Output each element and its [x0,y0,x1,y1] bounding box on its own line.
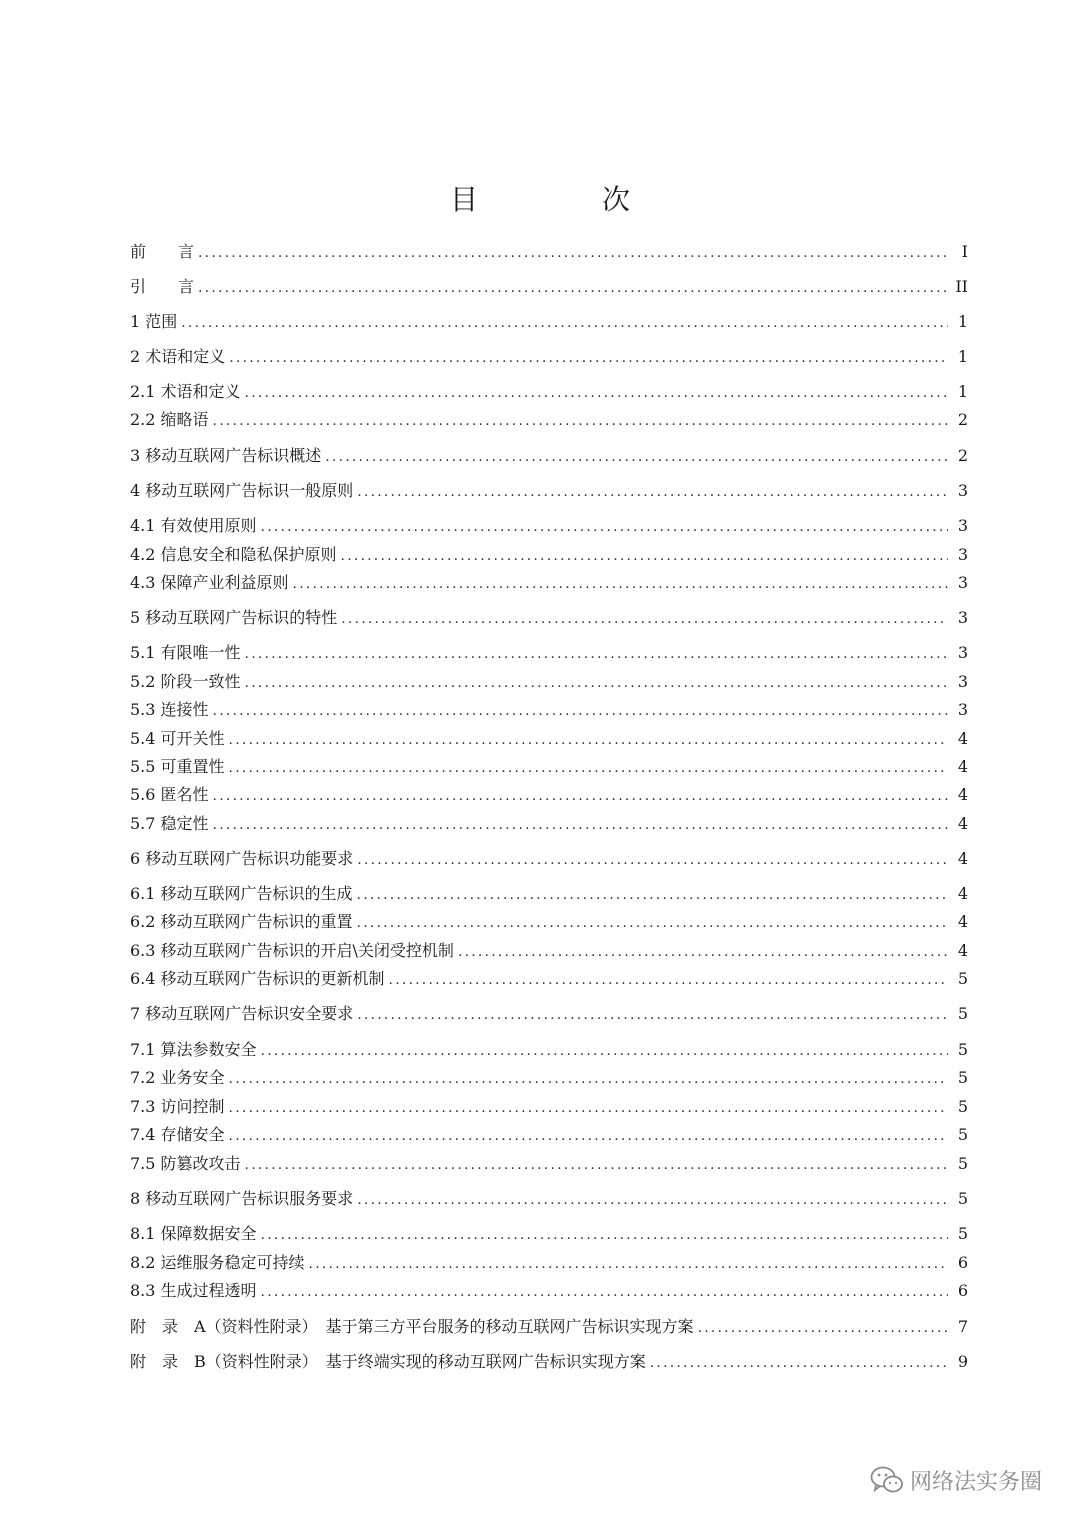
toc-entry-label: 4 移动互联网广告标识一般原则 [130,481,354,500]
toc-entry[interactable] [130,543,968,567]
toc-entry-label: 5.5 可重置性 [130,757,225,776]
toc-entry-page: 4 [957,912,968,931]
toc-entry[interactable] [130,727,968,751]
toc-entry[interactable] [130,1002,968,1026]
toc-entry-label: 5.3 连接性 [130,700,209,719]
toc-entry-label: 5.1 有限唯一性 [130,643,241,662]
toc-entry[interactable] [130,1315,968,1339]
toc-entry-label: 5.7 稳定性 [130,814,209,833]
toc-entry-label: 6.4 移动互联网广告标识的更新机制 [130,969,385,988]
wechat-icon [870,1465,904,1495]
toc-entry[interactable] [130,783,968,807]
toc-leader-dots [357,911,948,935]
toc-entry-page: 5 [957,1004,968,1023]
toc-entry-label: 前 言 [130,242,195,261]
toc-entry-label: 2.2 缩略语 [130,410,209,429]
toc-entry-page: 4 [957,729,968,748]
toc-leader-dots [198,241,948,265]
toc-leader-dots [261,1039,948,1063]
toc-entry-page: 3 [957,573,968,592]
toc-entry[interactable] [130,1123,968,1147]
toc-entry-page: 6 [957,1281,968,1300]
toc-leader-dots [229,1096,948,1120]
toc-entry-page: 4 [957,849,968,868]
toc-entry[interactable] [130,939,968,963]
toc-leader-dots [357,848,948,872]
toc-entry-label: 7.5 防篡改攻击 [130,1154,241,1173]
toc-leader-dots [245,671,948,695]
toc-entry-page: 5 [957,1189,968,1208]
toc-leader-dots [458,940,948,964]
toc-leader-dots [245,381,948,405]
toc-entry-label: 7.2 业务安全 [130,1068,225,1087]
toc-entry[interactable] [130,514,968,538]
toc-leader-dots [229,1124,948,1148]
toc-entry[interactable] [130,755,968,779]
toc-leader-dots [213,699,948,723]
toc-entry-page: 9 [957,1352,968,1371]
toc-leader-dots [357,480,948,504]
toc-entry-page: 5 [957,1097,968,1116]
toc-entry-label: 6.2 移动互联网广告标识的重置 [130,912,353,931]
toc-entry-page: 3 [957,608,968,627]
toc-entry-label: 7.4 存储安全 [130,1125,225,1144]
toc-entry-label: 8.1 保障数据安全 [130,1224,257,1243]
toc-entry-label: 5.2 阶段一致性 [130,672,241,691]
toc-entry[interactable] [130,1350,968,1374]
toc-entry-label: 8.3 生成过程透明 [130,1281,257,1300]
toc-leader-dots [261,515,948,539]
toc-leader-dots [389,968,948,992]
toc-entry-label: 8 移动互联网广告标识服务要求 [130,1189,354,1208]
toc-entry-page: 4 [957,814,968,833]
toc-entry-page: 4 [957,785,968,804]
toc-entry[interactable] [130,479,968,503]
toc-entry-page: 2 [957,446,968,465]
toc-entry[interactable] [130,444,968,468]
toc-entry-label: 1 范围 [130,312,178,331]
toc-entry[interactable] [130,275,968,299]
toc-entry[interactable] [130,310,968,334]
page-title: 目 次 [449,183,678,216]
toc-entry-page: 5 [957,1068,968,1087]
toc-entry-label: 4.3 保障产业利益原则 [130,573,289,592]
toc-entry-label: 3 移动互联网广告标识概述 [130,446,322,465]
toc-entry-label: 引 言 [130,277,195,296]
toc-entry-label: 附 录 A（资料性附录） 基于第三方平台服务的移动互联网广告标识实现方案 [130,1317,694,1336]
toc-entry[interactable] [130,698,968,722]
toc-entry-page: 3 [957,516,968,535]
toc-entry[interactable] [130,408,968,432]
toc-entry-page: 5 [957,1125,968,1144]
toc-entry-label: 5.4 可开关性 [130,729,225,748]
toc-entry[interactable] [130,1038,968,1062]
toc-entry-label: 8.2 运维服务稳定可持续 [130,1253,305,1272]
toc-entry-label: 7 移动互联网广告标识安全要求 [130,1004,354,1023]
toc-entry[interactable] [130,641,968,665]
toc-leader-dots [357,1188,948,1212]
toc-entry-page: 5 [957,1224,968,1243]
toc-leader-dots [229,346,948,370]
toc-entry[interactable] [130,882,968,906]
toc-leader-dots [261,1280,948,1304]
toc-leader-dots [357,1003,948,1027]
toc-leader-dots [341,607,948,631]
toc-entry-page: II [955,277,968,296]
toc-leader-dots [213,813,948,837]
watermark-text: 网络法实务圈 [909,1469,1042,1495]
toc-leader-dots [213,784,948,808]
toc-leader-dots [229,756,948,780]
toc-entry-label: 6.3 移动互联网广告标识的开启\关闭受控机制 [130,941,454,960]
toc-entry-label: 4.1 有效使用原则 [130,516,257,535]
watermark [870,1462,1042,1498]
toc-entry[interactable] [130,1066,968,1090]
toc-leader-dots [213,409,948,433]
toc-entry-label: 2 术语和定义 [130,347,226,366]
toc-entry-label: 6.1 移动互联网广告标识的生成 [130,884,353,903]
toc-leader-dots [198,276,948,300]
toc-entry-label: 4.2 信息安全和隐私保护原则 [130,545,337,564]
toc-leader-dots [650,1351,948,1375]
toc-entry-page: 3 [957,643,968,662]
toc-leader-dots [325,445,948,469]
toc-leader-dots [229,728,948,752]
toc-entry[interactable] [130,345,968,369]
toc-leader-dots [261,1223,948,1247]
toc-entry[interactable] [130,380,968,404]
toc-entry-page: 4 [957,941,968,960]
toc-entry-page: 3 [957,700,968,719]
toc-entry-page: 3 [957,672,968,691]
toc-entry-label: 2.1 术语和定义 [130,382,241,401]
toc-entry[interactable] [130,1152,968,1176]
toc-entry-page: 5 [957,1040,968,1059]
toc-entry[interactable] [130,571,968,595]
toc-entry-page: 1 [957,347,968,366]
toc-entry-page: I [961,242,968,261]
toc-entry[interactable] [130,1187,968,1211]
toc-entry-page: 5 [957,969,968,988]
toc-leader-dots [309,1252,948,1276]
toc-entry[interactable] [130,1279,968,1303]
toc-entry-label: 5.6 匿名性 [130,785,209,804]
toc-entry[interactable] [130,240,968,264]
toc-leader-dots [293,572,948,596]
toc-leader-dots [245,1153,948,1177]
toc-entry-page: 6 [957,1253,968,1272]
toc-leader-dots [357,883,948,907]
toc-entry-page: 3 [957,545,968,564]
toc-entry-page: 1 [957,382,968,401]
toc-entry-page: 1 [957,312,968,331]
toc-entry-page: 4 [957,757,968,776]
toc-entry[interactable] [130,670,968,694]
toc-entry[interactable] [130,1251,968,1275]
toc-entry-label: 6 移动互联网广告标识功能要求 [130,849,354,868]
toc-entry[interactable] [130,606,968,630]
toc-entry-page: 5 [957,1154,968,1173]
toc-leader-dots [698,1316,948,1340]
toc-entry-label: 5 移动互联网广告标识的特性 [130,608,338,627]
toc-leader-dots [245,642,948,666]
toc-leader-dots [341,544,948,568]
toc-entry-page: 3 [957,481,968,500]
toc-entry[interactable] [130,1095,968,1119]
toc-entry[interactable] [130,910,968,934]
toc-entry-page: 4 [957,884,968,903]
toc-entry-label: 7.3 访问控制 [130,1097,225,1116]
toc-entry[interactable] [130,1222,968,1246]
toc-entry-label: 7.1 算法参数安全 [130,1040,257,1059]
toc-entry-page: 2 [957,410,968,429]
toc-entry-page: 7 [957,1317,968,1336]
toc-leader-dots [229,1067,948,1091]
toc-entry[interactable] [130,812,968,836]
toc-leader-dots [181,311,948,335]
toc-entry-label: 附 录 B（资料性附录） 基于终端实现的移动互联网广告标识实现方案 [130,1352,646,1371]
toc-entry[interactable] [130,967,968,991]
toc-entry[interactable] [130,847,968,871]
